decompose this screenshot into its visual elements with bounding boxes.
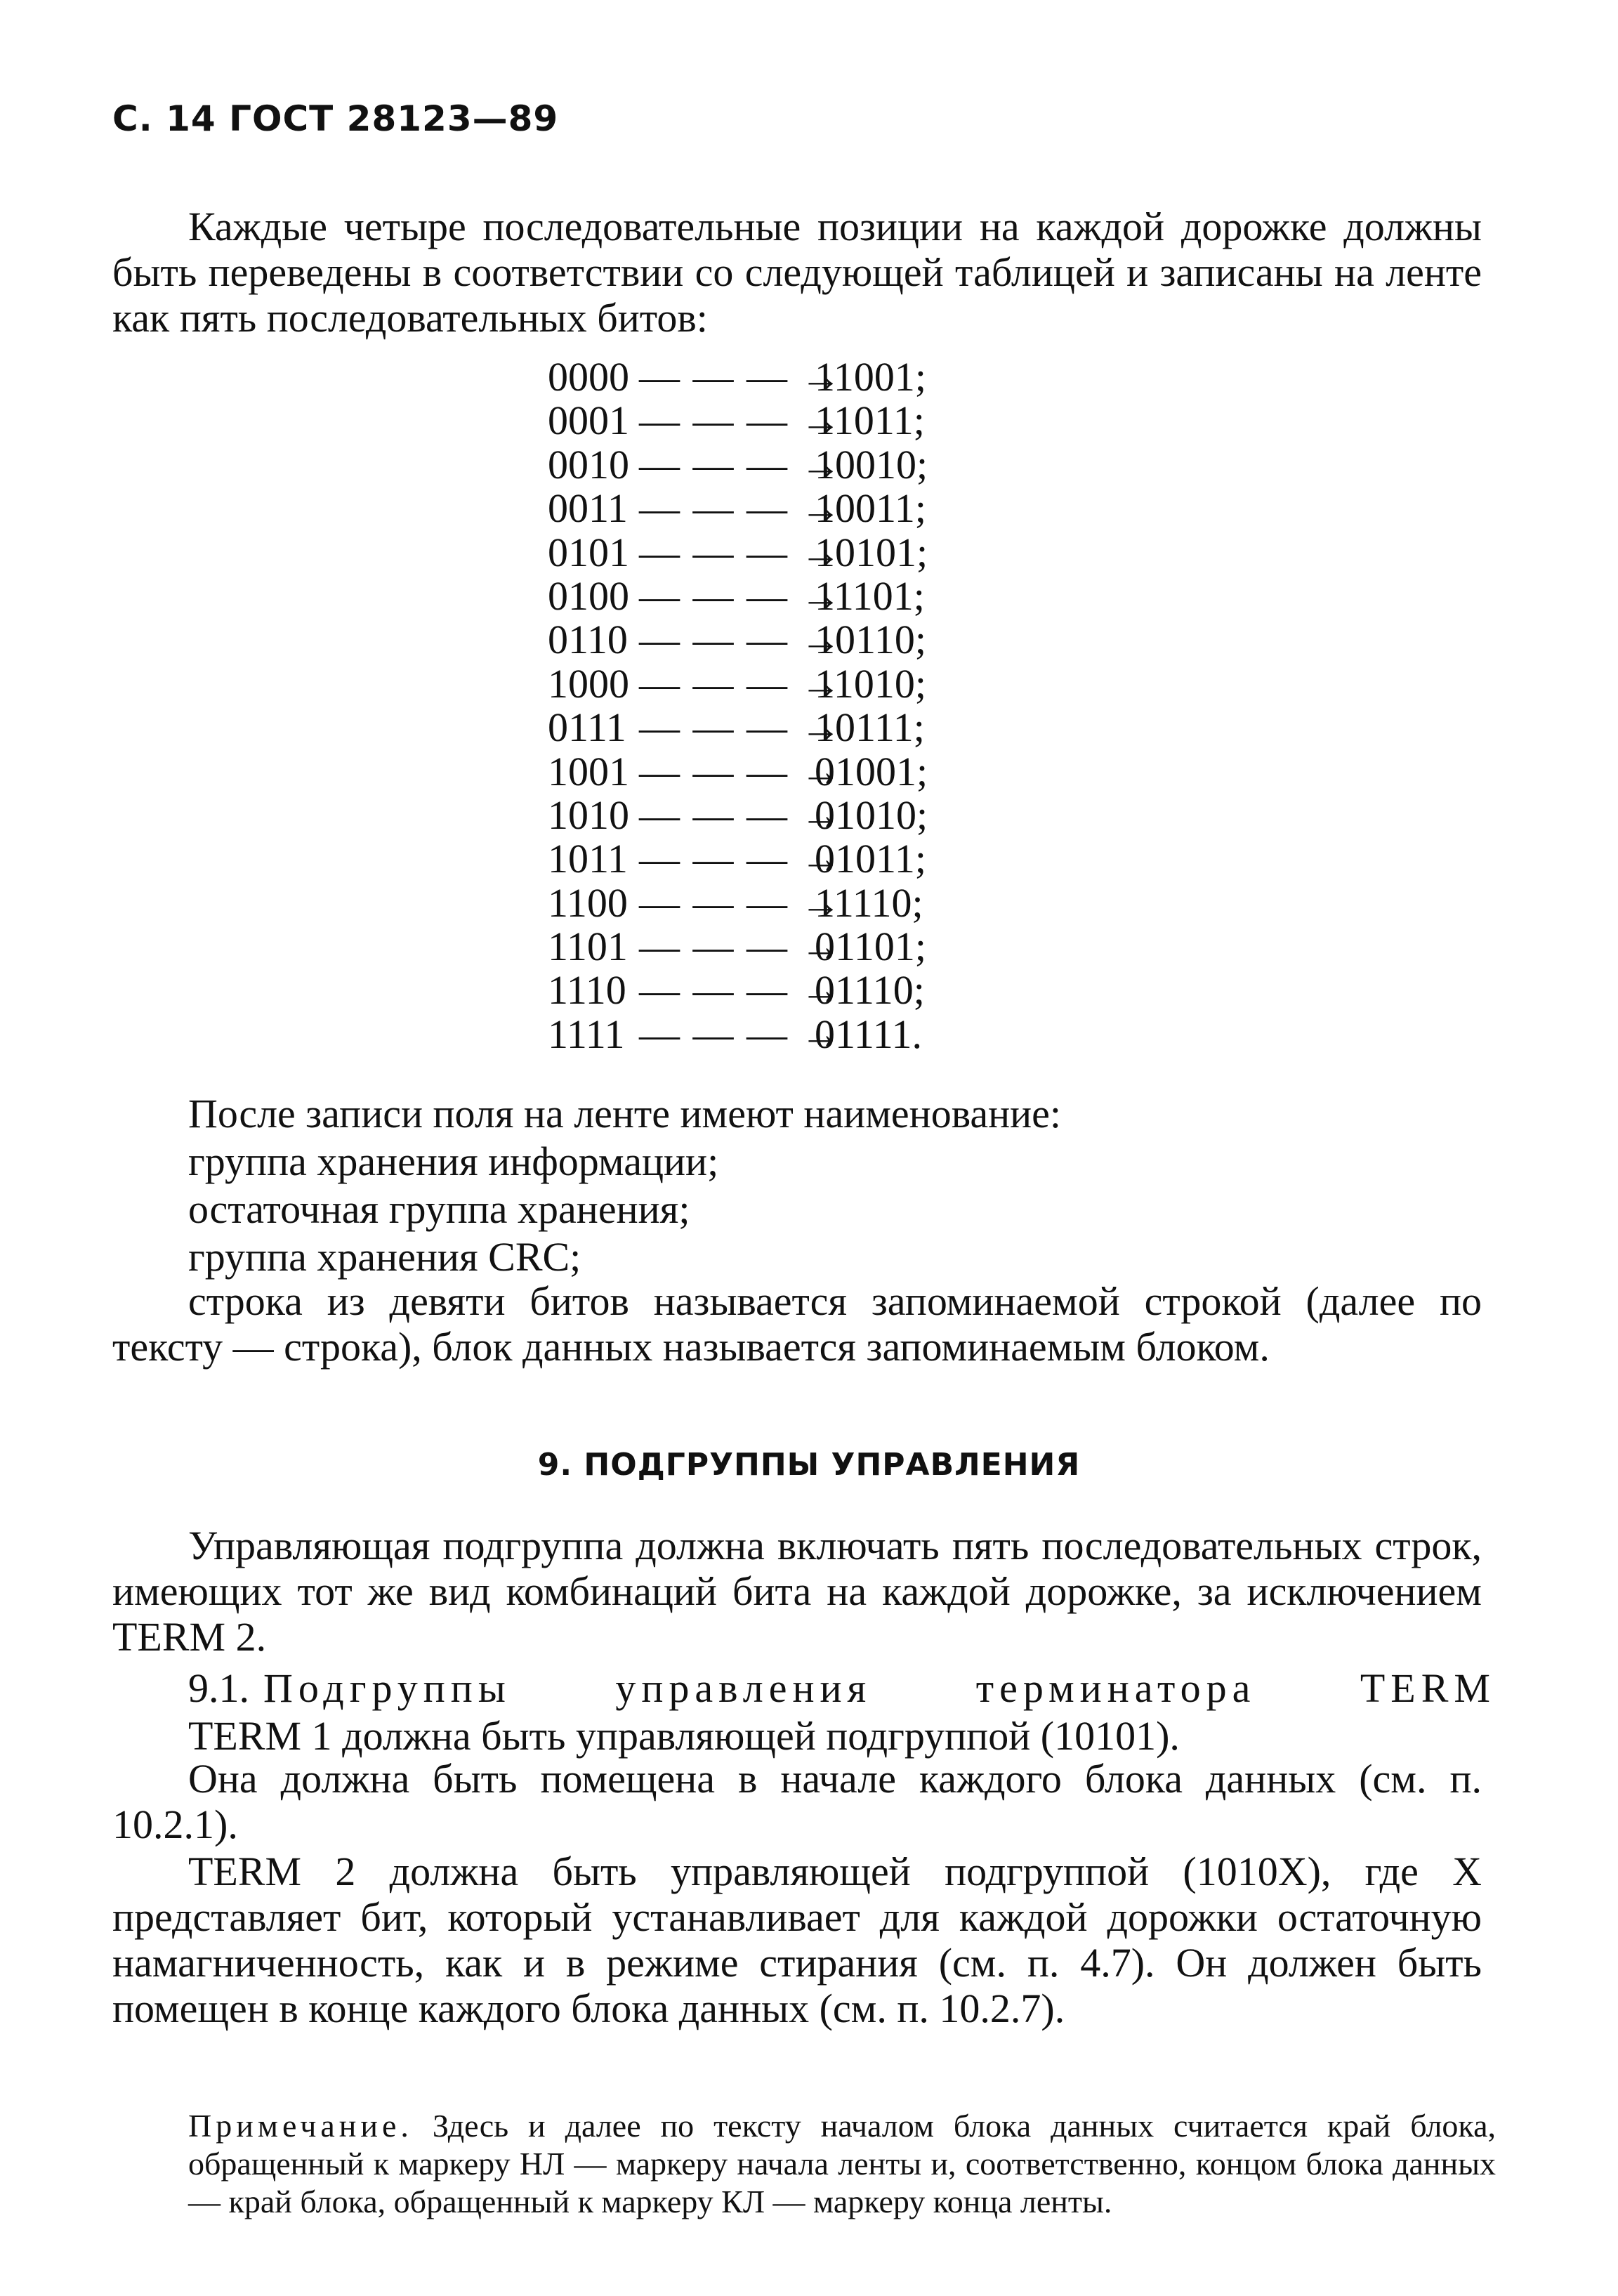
arrow-icon: — — — → [639, 879, 843, 926]
subsection-heading [188, 1665, 1496, 1712]
table-row [548, 881, 928, 925]
table-row [548, 750, 928, 794]
arrow-icon: — — — → [639, 354, 843, 400]
term2-paragraph: TERM 2 должна быть управляющей подгруппой (1010X), где X представляет бит, который устанавливает для каждой дорожки остаточную намагниченность, как и в режиме стирания (см. п. 4.7). Он должен быть помещен в конце каждого блока данных (см. п. 10.2.7). [112, 1849, 1482, 2031]
after-line-2: группа хранения информации; [188, 1139, 719, 1184]
input-code: 0010 [548, 441, 629, 487]
output-code: 01011; [815, 836, 926, 882]
subsection-title: Подгруппы управления терминатора TERM [263, 1665, 1496, 1711]
table-row [548, 794, 928, 837]
input-code: 1100 [548, 879, 628, 926]
input-code: 0101 [548, 529, 629, 575]
output-code: 10010; [815, 441, 928, 487]
arrow-icon: — — — → [639, 924, 843, 970]
arrow-icon: — — — → [639, 704, 843, 751]
input-code: 1011 [548, 836, 628, 882]
table-row [548, 487, 928, 530]
input-code: 1000 [548, 660, 629, 707]
output-code: 01110; [815, 967, 925, 1013]
output-code: 11110; [815, 879, 923, 926]
output-code: 01101; [815, 924, 926, 970]
term1-line: TERM 1 должна быть управляющей подгруппой (10101). [188, 1713, 1180, 1759]
after-paragraph: строка из девяти битов называется запоминаемой строкой (далее по тексту — строка), блок данных называется запоминаемым блоком. [112, 1278, 1482, 1370]
output-code: 01010; [815, 792, 928, 838]
input-code: 0111 [548, 704, 626, 751]
table-row [548, 925, 928, 969]
arrow-icon: — — — → [639, 617, 843, 663]
table-row [548, 443, 928, 487]
table-row [548, 399, 928, 442]
table-row [548, 837, 928, 881]
note-text: Здесь и далее по тексту началом блока данных считается край блока, обращенный к маркеру НЛ — маркеру начала ленты и, соответственно, концом блока данных — край блока, обращенный к маркеру КЛ — маркеру конца ленты. [188, 2108, 1497, 2219]
arrow-icon: — — — → [639, 529, 843, 575]
arrow-icon: — — — → [639, 748, 843, 794]
arrow-icon: — — — → [639, 572, 843, 619]
page-header: С. 14 ГОСТ 28123—89 [112, 98, 559, 139]
table-row [548, 572, 928, 619]
table-row [548, 618, 928, 662]
intro-paragraph: Каждые четыре последовательные позиции на каждой дорожке должны быть переведены в соответствии со следующей таблицей и записаны на ленте как пять последовательных битов: [112, 204, 1482, 341]
input-code: 0011 [548, 485, 628, 532]
term1-paragraph: Она должна быть помещена в начале каждого блока данных (см. п. 10.2.1). [112, 1756, 1482, 1847]
after-line-4: группа хранения CRC; [188, 1234, 581, 1280]
arrow-icon: — — — → [639, 398, 843, 444]
note-label: Примечание. [188, 2108, 413, 2144]
after-line-1: После записи поля на ленте имеют наименование: [188, 1091, 1062, 1136]
output-code: 10011; [815, 485, 926, 532]
arrow-icon: — — — → [639, 441, 843, 487]
output-code: 01001; [815, 748, 928, 794]
after-line-3: остаточная группа хранения; [188, 1186, 690, 1232]
note-paragraph [188, 2107, 1496, 2221]
arrow-icon: — — — → [639, 660, 843, 707]
arrow-icon: — — — → [639, 792, 843, 838]
output-code: 10101; [815, 529, 928, 575]
output-code: 11101; [815, 572, 925, 619]
output-code: 10110; [815, 617, 926, 663]
input-code: 1101 [548, 924, 628, 970]
table-row [548, 706, 928, 749]
table-row [548, 531, 928, 575]
section-paragraph: Управляющая подгруппа должна включать пять последовательных строк, имеющих тот же вид комбинаций бита на каждой дорожке, за исключением TERM 2. [112, 1523, 1482, 1660]
arrow-icon: — — — → [639, 1011, 843, 1057]
table-row [548, 355, 928, 399]
code-conversion-table [548, 355, 928, 1056]
input-code: 0110 [548, 617, 628, 663]
input-code: 1110 [548, 967, 626, 1013]
arrow-icon: — — — → [639, 967, 843, 1013]
table-row [548, 662, 928, 706]
input-code: 1001 [548, 748, 629, 794]
input-code: 0000 [548, 354, 629, 400]
arrow-icon: — — — → [639, 485, 843, 532]
input-code: 1111 [548, 1011, 625, 1057]
table-row [548, 1013, 928, 1056]
input-code: 0001 [548, 398, 629, 444]
input-code: 0100 [548, 572, 629, 619]
output-code: 11011; [815, 398, 925, 444]
input-code: 1010 [548, 792, 629, 838]
table-row [548, 969, 928, 1012]
output-code: 10111; [815, 704, 925, 751]
output-code: 11010; [815, 660, 926, 707]
arrow-icon: — — — → [639, 836, 843, 882]
output-code: 11001; [815, 354, 926, 400]
output-code: 01111. [815, 1011, 923, 1057]
subsection-number: 9.1. [188, 1665, 249, 1711]
section-title: 9. ПОДГРУППЫ УПРАВЛЕНИЯ [537, 1447, 1081, 1483]
